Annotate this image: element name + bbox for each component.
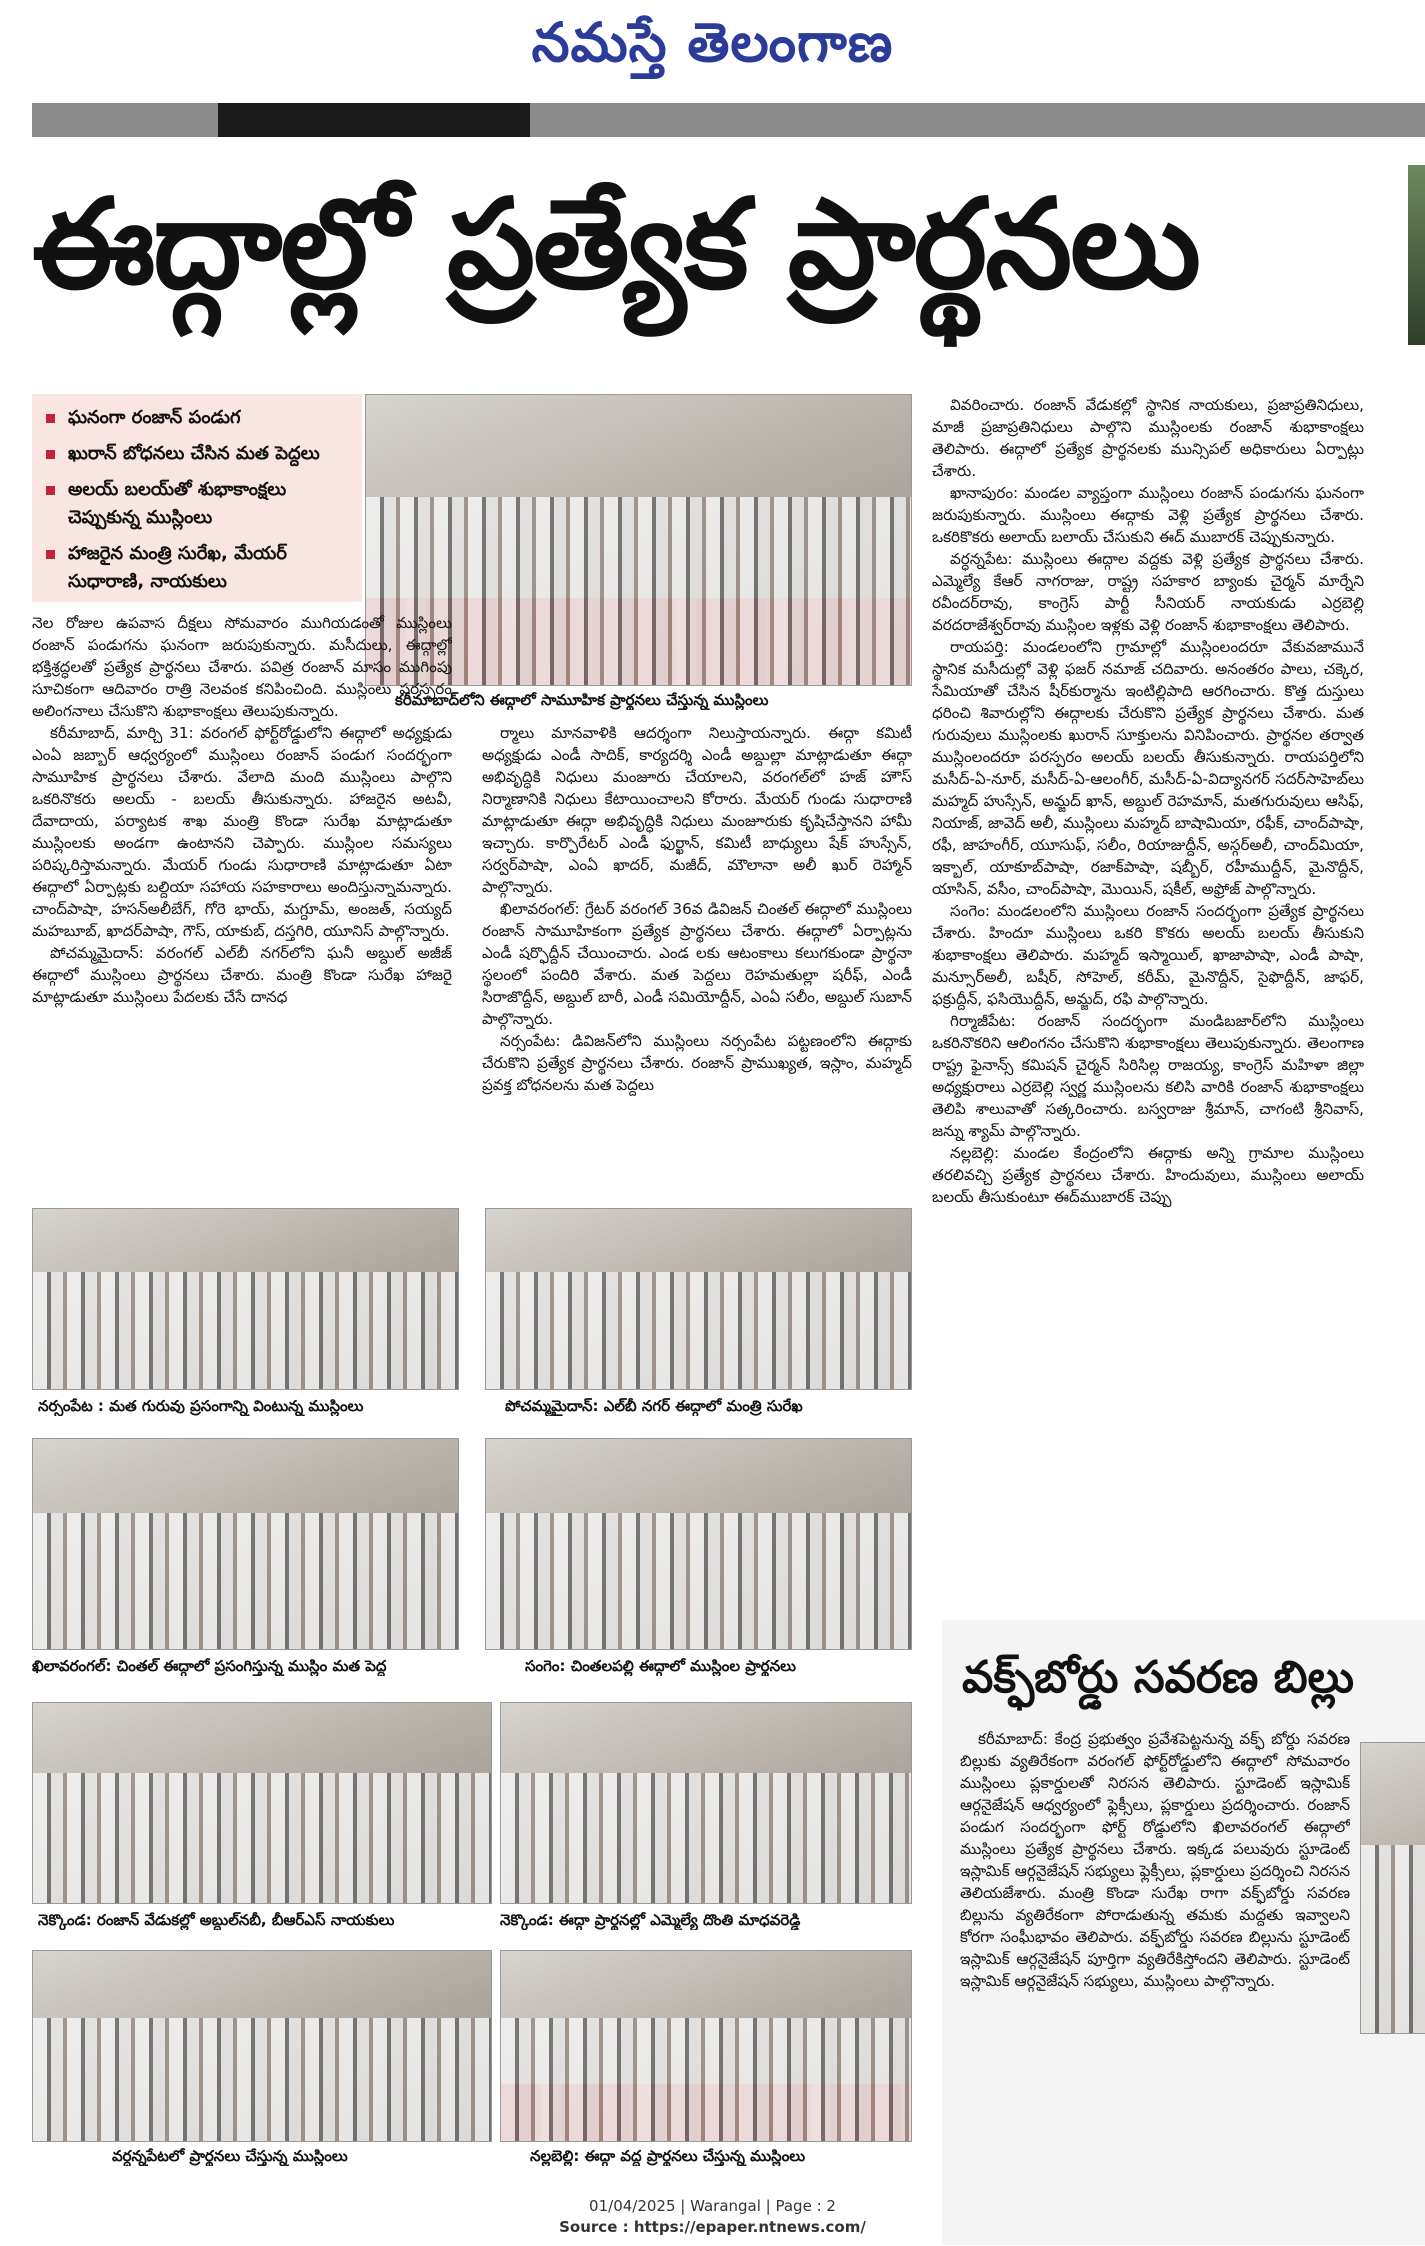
waqf-photo [1360, 1742, 1425, 2034]
photo-pochammamaidan [485, 1208, 912, 1390]
photo-khilawarangal [32, 1438, 459, 1650]
highlight-item: ఖురాన్ బోధనలు చేసిన మత పెద్దలు [46, 440, 362, 468]
waqf-headline: వక్ఫ్‌బోర్డు సవరణ బిల్లు [962, 1652, 1355, 1703]
waqf-article-text: కరీమాబాద్: కేంద్ర ప్రభుత్వం ప్రవేశపెట్టనున్న వక్ఫ్ బోర్డు సవరణ బిల్లుకు వ్యతిరేకంగా వరంగల్ ఫోర్ట్‌రోడ్డులోని ఈద్గాలో సోమవారం ముస్లింలు ప్లకార్డులతో నిరసన తెలిపారు. స్టూడెంట్ ఇస్లామిక్ ఆర్గనైజేషన్ ఆధ్వర్యంలో ఫ్లెక్సీలు, ప్లకార్డులు ప్రదర్శించారు. రంజాన్ పండుగ సందర్భంగా ఫోర్ట్ రోడ్డులోని ఖిలావరంగల్ ఈద్గాలో ముస్లింలు ప్రత్యేక ప్రార్థనలు చేశారు. ఇక్కడ పలువురు స్టూడెంట్ ఇస్లామిక్ ఆర్గనైజేషన్ సభ్యులు ఫ్లెక్సీలు, ప్లకార్డులు ప్రదర్శించి నిరసన తెలియజేశారు. మంత్రి కొండా సురేఖ రాగా వక్ఫ్‌బోర్డు సవరణ బిల్లును వ్యతిరేకంగా పోరాడుతున్న తమకు మద్దతు ఇవ్వాలని కోరగా సంఘీభావం తెలిపారు. వక్ఫ్‌బోర్డు సవరణ బిల్లును స్టూడెంట్ ఇస్లామిక్ ఆర్గనైజేషన్ పూర్తిగా వ్యతిరేకిస్తోందని తెలిపారు. స్టూడెంట్ ఇస్లామిక్ ఆర్గనైజేషన్ సభ్యులు, ముస్లింలు పాల్గొన్నారు. [960, 1730, 1350, 1990]
photo-caption: వర్ధన్నపేటలో ప్రార్థనలు చేస్తున్న ముస్లింలు [112, 2147, 348, 2165]
highlights-box [32, 394, 362, 602]
bullet-icon [46, 450, 55, 459]
main-photo-caption: కరీమాబాద్‌లోని ఈద్గాలో సామూహిక ప్రార్థనలు చేస్తున్న ముస్లింలు [395, 691, 769, 709]
article-column-left: నెల రోజుల ఉపవాస దీక్షలు సోమవారం ముగియడంతో ముస్లింలు రంజాన్ పండుగను ఘనంగా జరుపుకున్నారు. మసీదులు, ఈద్గాల్లో భక్తిశ్రద్ధలతో ప్రత్యేక ప్రార్థనలు చేశారు. పవిత్ర రంజాన్ మాసం ముగింపు సూచికంగా ఆదివారం రాత్రి నెలవంక కనిపించింది. ముస్లింలు పరస్పరం అలింగనాలు చేసుకొని శుభాకాంక్షలు తెలుపుకున్నారు. కరీమాబాద్, మార్చి 31: వరంగల్ ఫోర్ట్‌రోడ్డులోని ఈద్గాలో అధ్యక్షుడు ఎంఏ జబ్బార్ ఆధ్వర్యంలో ముస్లింలు రంజాన్ పండుగ సందర్భంగా సామూహిక ప్రార్థనలు చేశారు. వేలాది మంది ముస్లింలు పాల్గొని ఒకరినొకరు అలయ్ - బలయ్ తీసుకున్నారు. హాజరైన అటవీ, దేవాదాయ, పర్యాటక శాఖ మంత్రి కొండా సురేఖ మాట్లాడుతూ ముస్లింలకు అండగా ఉంటానని చెప్పారు. ముస్లింల సమస్యలు పరిష్కరిస్తామన్నారు. మేయర్ గుండు సుధారాణి మాట్లాడుతూ ఏటా ఈద్గాలో ఏర్పాట్లకు బల్దియా సహాయ సహకారాలు అందిస్తున్నామన్నారు. చాంద్‌పాషా, హసన్‌అలీబేగ్, గోరె భాయ్, మగ్దూమ్, అంజత్, సయ్యద్ మహబూబ్, ఖాదర్‌పాషా, గౌస్, యాకుబ్, దస్తగిరి, యూనిస్ పాల్గొన్నారు. పోచమ్మమైదాన్: వరంగల్ ఎల్‌బీ నగర్‌లోని ఘనీ అబ్దుల్ అజీజ్ ఈద్గాలో ముస్లింలు ప్రార్థనలు చేశారు. మంత్రి కొండా సురేఖ హాజరై మాట్లాడుతూ ముస్లింలు పేదలకు చేసే దానధ [32, 614, 452, 1006]
photo-caption: నర్సంపేట : మత గురువు ప్రసంగాన్ని వింటున్న ముస్లింలు [38, 1397, 364, 1415]
bullet-icon [46, 486, 55, 495]
newspaper-logo: నమస్తే తెలంగాణ [531, 10, 894, 74]
highlight-item: హాజరైన మంత్రి సురేఖ, మేయర్ సుధారాణి, నాయకులు [46, 540, 362, 596]
photo-nallabelli [500, 1950, 912, 2142]
masthead [0, 0, 1425, 95]
source-link[interactable]: Source : https://epaper.ntnews.com/ [559, 2218, 866, 2236]
photo-caption: సంగెం: చింతలపల్లి ఈద్గాలో ముస్లింల ప్రార్థనలు [525, 1657, 796, 1675]
highlight-item: ఘనంగా రంజాన్ పండుగ [46, 404, 362, 432]
photo-caption: ఖిలావరంగల్: చింతల్ ఈద్గాలో ప్రసంగిస్తున్న ముస్లిం మత పెద్ద [32, 1657, 387, 1675]
photo-vardhannapet [32, 1950, 492, 2142]
photo-caption: పోచమ్మమైదాన్: ఎల్‌బీ నగర్ ఈద్గాలో మంత్రి సురేఖ [505, 1397, 803, 1415]
header-rule-accent [218, 103, 530, 137]
photo-caption: నల్లబెల్లి: ఈద్గా వద్ద ప్రార్థనలు చేస్తున్న ముస్లింలు [530, 2147, 806, 2165]
photo-nekkonda-mla [500, 1702, 912, 1904]
adjacent-photo-strip [1408, 165, 1425, 345]
edition-info: 01/04/2025 | Warangal | Page : 2 [589, 2197, 836, 2215]
bullet-icon [46, 550, 55, 559]
page-footer [0, 2196, 1425, 2238]
highlight-item: అలయ్ బలయ్‌తో శుభాకాంక్షలు చెప్పుకున్న ముస్లింలు [46, 476, 362, 532]
article-column-right: వివరించారు. రంజాన్ వేడుకల్లో స్థానిక నాయకులు, ప్రజాప్రతినిధులు, మాజీ ప్రజాప్రతినిధులు పాల్గొని ముస్లింలకు రంజాన్ శుభాకాంక్షలు తెలిపారు. ఈద్గాలో ప్రత్యేక ప్రార్థనలకు మున్సిపల్ అధికారులు ఏర్పాట్లు చేశారు. ఖానాపురం: మండల వ్యాప్తంగా ముస్లింలు రంజాన్ పండుగను ఘనంగా జరుపుకున్నారు. ముస్లింలు ఈద్గాకు వెళ్లి ప్రత్యేక ప్రార్థనలు చేశారు. ఒకరికొకరు అలాయ్ బలాయ్ చేసుకుని ఈద్ ముబారక్ చెప్పుకున్నారు. వర్ధన్నపేట: ముస్లింలు ఈద్గాల వద్దకు వెళ్లి ప్రత్యేక ప్రార్థనలు చేశారు. ఎమ్మెల్యే కేఆర్ నాగరాజు, రాష్ట్ర సహకార బ్యాంకు చైర్మన్ మార్నేని రవీందర్‌రావు, కాంగ్రెస్ పార్టీ సీనియర్ నాయకుడు ఎర్రబెల్లి వరదరాజేశ్వర్‌రావు ముస్లింల ఇళ్లకు వెళ్లి రంజాన్ శుభాకాంక్షలు తెలిపారు. రాయపర్తి: మండలంలోని గ్రామాల్లో ముస్లింలందరూ వేకువజామునే స్థానిక మసీదుల్లో వెళ్లి ఫజర్ నమాజ్ చదివారు. అనంతరం పాలు, చక్కెర, సేమియాతో చేసిన షీర్‌కుర్మాను ఇంటిల్లిపాది ఆరగించారు. కొత్త దుస్తులు ధరించి శివారుల్లోని ఈద్గాలకు చేరుకొని ప్రత్యేక ప్రార్థనలు చేశారు. మత గురువులు ముస్లింలకు ఖురాన్ సూక్తులను వినిపించారు. ప్రార్థనల తర్వాత ముస్లింలందరూ పరస్పరం అలయ్ బలయ్ తీసుకున్నారు. రాయపర్తిలోని మసీద్-ఏ-నూర్, మసీద్-ఏ-ఆలంగీర్, మసీద్-ఏ-విద్యానగర్ సదర్‌సాహెబ్‌లు మహ్మద్ హుస్సేన్, అమ్జద్ ఖాన్, అబ్దుల్ రెహమాన్, మతగురువులు ఆసిఫ్, నియాజ్, జావెద్ అలీ, ముస్లింలు మహ్మద్ బాషామియా, రఫీక్, చాంద్‌పాషా, రఫీ, జాహంగీర్, యూసుఫ్, సలీం, రియాజుద్దీన్, అస్గర్‌అలీ, చాంద్‌మియా, ఇక్బాల్, యాకూబ్‌పాషా, రజాక్‌పాషా, షబ్బీర్, రహీముద్దీన్, మైనొద్దీన్, యాసిన్, వసీం, చాంద్‌పాషా, మొయిన్, షకీల్, అఫ్రోజ్ పాల్గొన్నారు. సంగెం: మండలంలోని ముస్లింలు రంజాన్ సందర్భంగా ప్రత్యేక ప్రార్థనలు చేశారు. హిందూ ముస్లింలు ఒకరి కొకరు అలయ్ బలయ్ తీసుకుని శుభాకాంక్షలు తెలిపారు. మహ్మద్ ఇస్మాయిల్, ఖాజాపాషా, ఎండీ పాషా, మన్సూర్‌అలీ, బషీర్, సోహెల్, కరీమ్, మైనొద్దీన్, సైఫొద్దీన్, జాఫర్, ఫక్రుద్దీన్, ఫసియొద్దీన్, అమ్జద్, రఫి పాల్గొన్నారు. గిర్మాజీపేట: రంజాన్ సందర్భంగా మండిబజార్‌లోని ముస్లింలు ఒకరినొకరిని ఆలింగనం చేసుకొని శుభాకాంక్షలు తెలుపుకున్నారు. తెలంగాణ రాష్ట్ర ఫైనాన్స్ కమిషన్ చైర్మన్ సిరిసిల్ల రాజయ్య, కాంగ్రెస్ మహిళా జిల్లా అధ్యక్షురాలు ఎర్రబెల్లి స్వర్ణ ముస్లింలను కలిసి వారికి రంజాన్ శుభాకాంక్షలు తెలిపి శాలువాతో సత్కరించారు. బస్వరాజు శ్రీమాన్, చాగంటి శ్రీనివాస్, జన్ను శ్యామ్ పాల్గొన్నారు. నల్లబెల్లి: మండల కేంద్రంలోని ఈద్గాకు అన్ని గ్రామాల ముస్లింలు తరలివచ్చి ప్రత్యేక ప్రార్థనలు చేశారు. హిందువులు, ముస్లింలు అలాయ్ బలయ్ తీసుకుంటూ ఈద్‌ముబారక్ చెప్పు [932, 396, 1364, 1206]
photo-narsampet [32, 1208, 459, 1390]
article-column-middle: ర్మాలు మానవాళికి ఆదర్శంగా నిలుస్తాయన్నారు. ఈద్గా కమిటీ అధ్యక్షుడు ఎండీ సాదిక్, కార్యదర్శి ఎండీ అబ్దుల్లా మాట్లాడుతూ ఈద్గా అభివృద్ధికి నిధులు మంజూరు చేయాలని, వరంగల్‌లో హజ్ హౌస్ నిర్మాణానికి నిధులు కేటాయించాలని కోరారు. మేయర్ గుండు సుధారాణి మాట్లాడుతూ ఈద్గా అభివృద్ధికి నిధులు మంజూరుకు కృషిచేస్తానని హామీ ఇచ్చారు. కార్పొరేటర్ ఎండీ ఫుర్ఖాన్, కమిటీ బాధ్యులు షేక్ హుస్సేన్, సర్వర్‌పాషా, ఎంఏ ఖాదర్, మజీద్, మౌలానా అలీ ఖుర్ రెహ్మాన్ పాల్గొన్నారు. ఖిలావరంగల్: గ్రేటర్ వరంగల్ 36వ డివిజన్ చింతల్ ఈద్గాలో ముస్లింలు రంజాన్ సామూహికంగా ప్రత్యేక ప్రార్థనలు చేశారు. ఈద్గాలో ఏర్పాట్లను ఎండీ షర్ఫొద్దీన్ చేయించారు. ఎండ లకు ఆటంకాలు కలుగకుండా ప్రార్థనా స్థలంలో పందిరి వేశారు. మత పెద్దలు రెహమతుల్లా షరీఫ్, ఎండీ సిరాజొద్దీన్, అబ్దుల్ బారీ, ఎండీ సమియోద్దీన్, ఎంఏ సలీం, అబ్దుల్ సుబాన్ పాల్గొన్నారు. నర్సంపేట: డివిజన్‌లోని ముస్లింలు నర్సంపేట పట్టణంలోని ఈద్గాకు చేరుకొని ప్రత్యేక ప్రార్థనలు చేశారు. రంజాన్ ప్రాముఖ్యత, ఇస్లాం, మహ్మద్ ప్రవక్త బోధనలను మత పెద్దలు [482, 724, 912, 1094]
photo-sangem [485, 1438, 912, 1650]
photo-caption: నెక్కొండ: రంజాన్ వేడుకల్లో అబ్దుల్‌నబీ, బీఆర్‌ఎస్ నాయకులు [38, 1911, 395, 1929]
page-headline: ఈద్గాల్లో ప్రత్యేక ప్రార్థనలు [32, 172, 1199, 317]
bullet-icon [46, 414, 55, 423]
photo-caption: నెక్కొండ: ఈద్గా ప్రార్థనల్లో ఎమ్మెల్యే దొంతి మాధవరెడ్డి [500, 1911, 801, 1929]
photo-nekkonda-leaders [32, 1702, 492, 1904]
